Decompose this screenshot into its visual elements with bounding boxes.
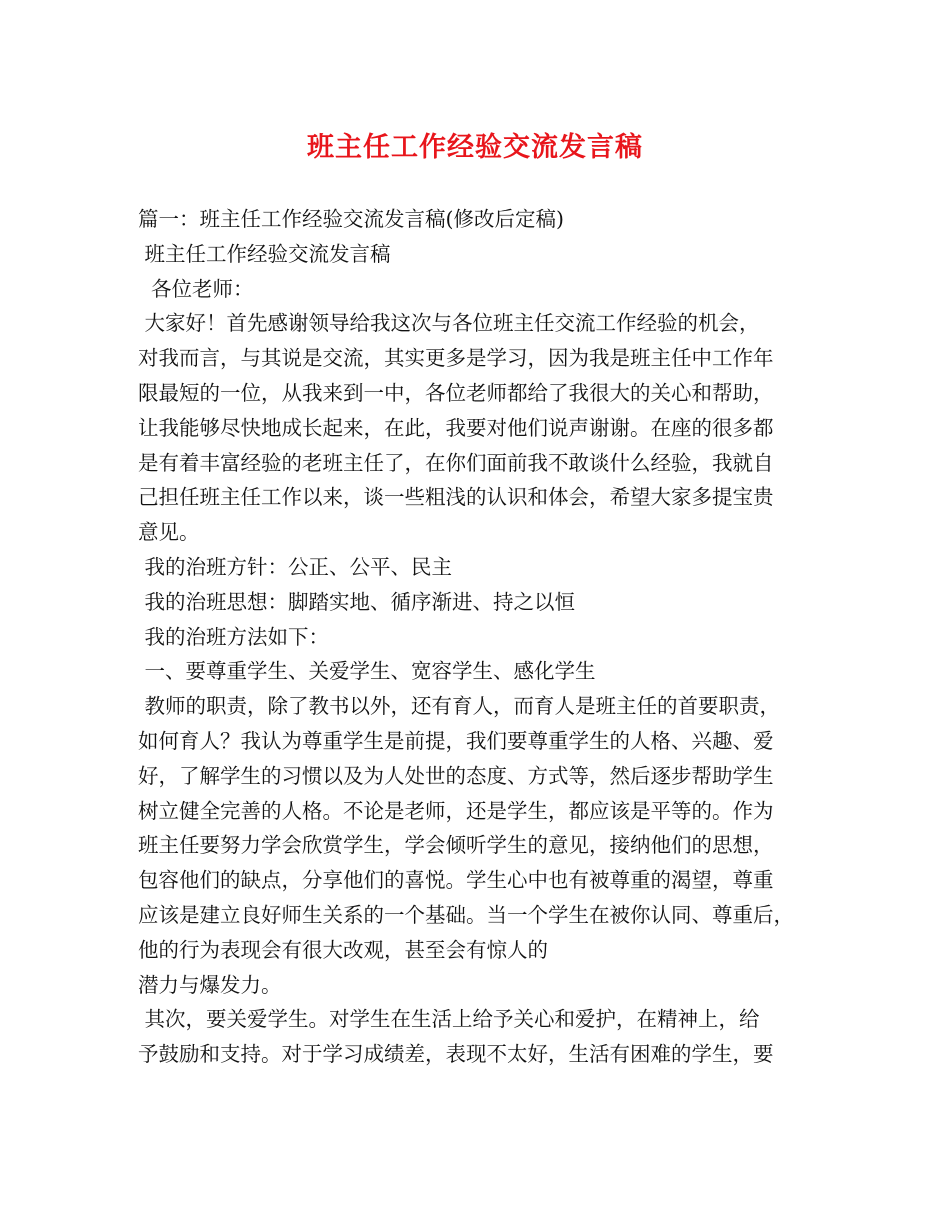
body-line: 好，了解学生的习惯以及为人处世的态度、方式等，然后逐步帮助学生 bbox=[138, 763, 774, 788]
body-line: 予鼓励和支持。对于学习成绩差，表现不太好，生活有困难的学生，要 bbox=[138, 1042, 774, 1067]
body-line: 己担任班主任工作以来，谈一些粗浅的认识和体会，希望大家多提宝贵 bbox=[138, 485, 774, 510]
body-line: 大家好！首先感谢领导给我这次与各位班主任交流工作经验的机会， bbox=[138, 311, 760, 336]
body-line: 限最短的一位，从我来到一中，各位老师都给了我很大的关心和帮助， bbox=[138, 380, 774, 405]
body-line: 潜力与爆发力。 bbox=[138, 972, 282, 997]
body-line: 各位老师： bbox=[138, 276, 254, 301]
body-line: 对我而言，与其说是交流，其实更多是学习，因为我是班主任中工作年 bbox=[138, 346, 774, 371]
body-line: 其次，要关爱学生。对学生在生活上给予关心和爱护，在精神上，给 bbox=[138, 1007, 760, 1032]
body-line: 如何育人？我认为尊重学生是前提，我们要尊重学生的人格、兴趣、爱 bbox=[138, 728, 774, 753]
body-line: 包容他们的缺点，分享他们的喜悦。学生心中也有被尊重的渴望，尊重 bbox=[138, 868, 774, 893]
body-line: 应该是建立良好师生关系的一个基础。当一个学生在被你认同、尊重后， bbox=[138, 902, 794, 927]
body-line: 意见。 bbox=[138, 520, 200, 545]
body-line: 一、要尊重学生、关爱学生、宽容学生、感化学生 bbox=[138, 659, 596, 684]
body-line: 我的治班思想：脚踏实地、循序渐进、持之以恒 bbox=[138, 589, 576, 614]
body-line: 班主任工作经验交流发言稿 bbox=[138, 241, 391, 266]
body-line: 树立健全完善的人格。不论是老师，还是学生，都应该是平等的。作为 bbox=[138, 798, 774, 823]
body-line: 让我能够尽快地成长起来，在此，我要对他们说声谢谢。在座的很多都 bbox=[138, 415, 774, 440]
body-line: 篇一：班主任工作经验交流发言稿(修改后定稿) bbox=[138, 207, 564, 231]
body-line: 他的行为表现会有很大改观，甚至会有惊人的 bbox=[138, 937, 548, 962]
body-line: 是有着丰富经验的老班主任了，在你们面前我不敢谈什么经验，我就自 bbox=[138, 450, 774, 475]
document-title: 班主任工作经验交流发言稿 bbox=[307, 132, 643, 163]
body-line: 我的治班方针：公正、公平、民主 bbox=[138, 554, 453, 579]
body-line: 教师的职责，除了教书以外，还有育人，而育人是班主任的首要职责， bbox=[138, 694, 781, 719]
body-line: 我的治班方法如下： bbox=[138, 624, 330, 649]
body-line: 班主任要努力学会欣赏学生，学会倾听学生的意见，接纳他们的思想， bbox=[138, 833, 774, 858]
document-body bbox=[138, 202, 828, 1072]
